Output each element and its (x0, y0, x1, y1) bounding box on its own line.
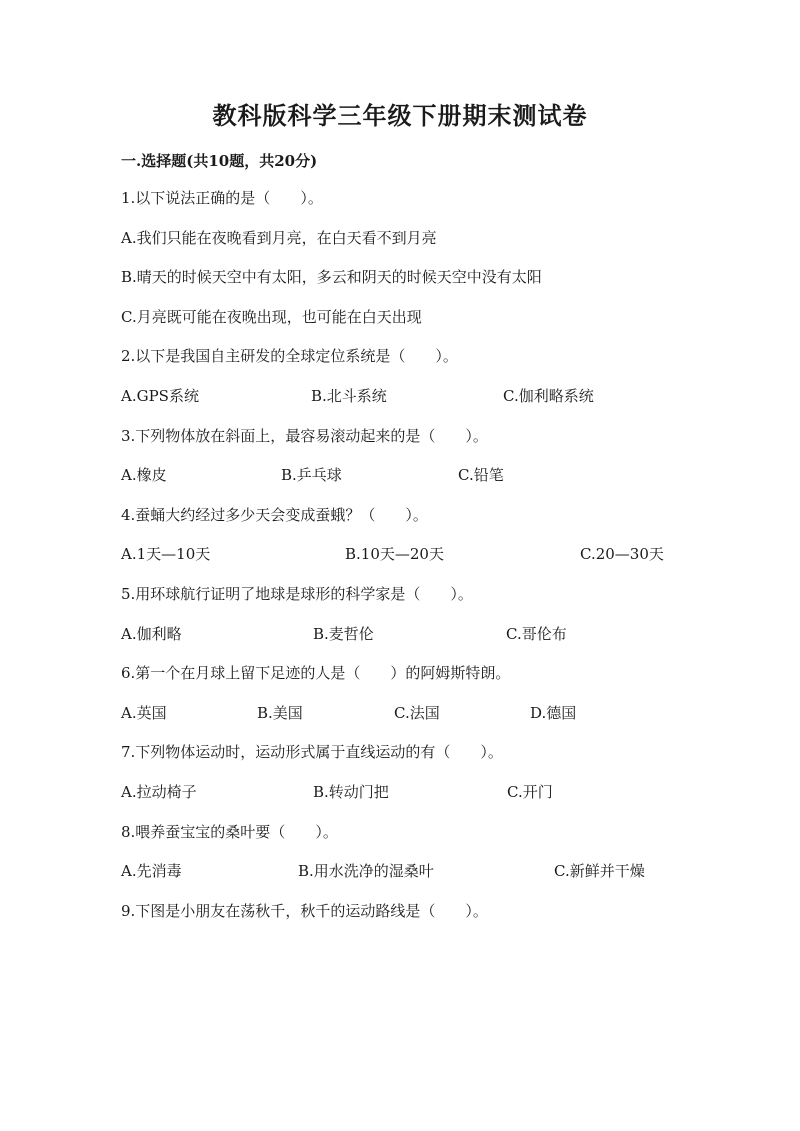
option-row (121, 781, 721, 821)
option-row (121, 702, 721, 742)
question-stem: 9.下图是小朋友在荡秋千，秋千的运动路线是（ ）。 (121, 901, 488, 920)
option-b: B.北斗系统 (311, 386, 387, 405)
option-b: B.10天—20天 (345, 545, 444, 564)
question-stem: 7.下列物体运动时，运动形式属于直线运动的有（ ）。 (121, 743, 503, 762)
option-a: A.先消毒 (121, 862, 182, 881)
option-row (121, 543, 721, 583)
option-line: C.月亮既可能在夜晚出现，也可能在白天出现 (121, 307, 422, 326)
option-row (121, 385, 721, 425)
option-a: A.GPS系统 (121, 386, 199, 405)
question-stem: 2.以下是我国自主研发的全球定位系统是（ ）。 (121, 347, 458, 366)
option-b: B.麦哲伦 (313, 624, 374, 643)
option-c: C.开门 (507, 782, 553, 801)
option-c: C.20—30天 (580, 545, 664, 564)
option-d: D.德国 (530, 703, 577, 722)
option-c: C.哥伦布 (506, 624, 567, 643)
option-a: A.拉动椅子 (121, 782, 197, 801)
option-row (121, 860, 721, 900)
page-title: 教科版科学三年级下册期末测试卷 (212, 101, 588, 130)
option-a: A.伽利略 (121, 624, 182, 643)
option-a: A.橡皮 (121, 466, 167, 485)
option-b: B.用水洗净的湿桑叶 (298, 862, 434, 881)
question-stem: 6.第一个在月球上留下足迹的人是（ ）的阿姆斯特朗。 (121, 664, 511, 683)
option-c: C.铅笔 (458, 466, 504, 485)
option-a: A.英国 (121, 703, 167, 722)
option-b: B.乒乓球 (281, 466, 342, 485)
option-b: B.转动门把 (313, 782, 389, 801)
option-c: C.伽利略系统 (503, 386, 594, 405)
question-stem: 8.喂养蚕宝宝的桑叶要（ ）。 (121, 822, 338, 841)
option-line: A.我们只能在夜晚看到月亮，在白天看不到月亮 (121, 228, 437, 247)
option-line: B.晴天的时候天空中有太阳，多云和阴天的时候天空中没有太阳 (121, 268, 542, 287)
option-row (121, 623, 721, 663)
option-c: C.新鲜并干燥 (554, 862, 645, 881)
question-stem: 5.用环球航行证明了地球是球形的科学家是（ ）。 (121, 584, 473, 603)
question-stem: 4.蚕蛹大约经过多少天会变成蚕蛾？（ ）。 (121, 505, 428, 524)
section-heading: 一.选择题(共10题，共20分) (121, 152, 318, 170)
option-b: B.美国 (257, 703, 303, 722)
option-row (121, 464, 721, 504)
question-stem: 3.下列物体放在斜面上，最容易滚动起来的是（ ）。 (121, 426, 488, 445)
option-c: C.法国 (394, 703, 440, 722)
option-a: A.1天—10天 (121, 545, 211, 564)
question-list (121, 187, 721, 939)
question-stem: 1.以下说法正确的是（ ）。 (121, 189, 323, 207)
